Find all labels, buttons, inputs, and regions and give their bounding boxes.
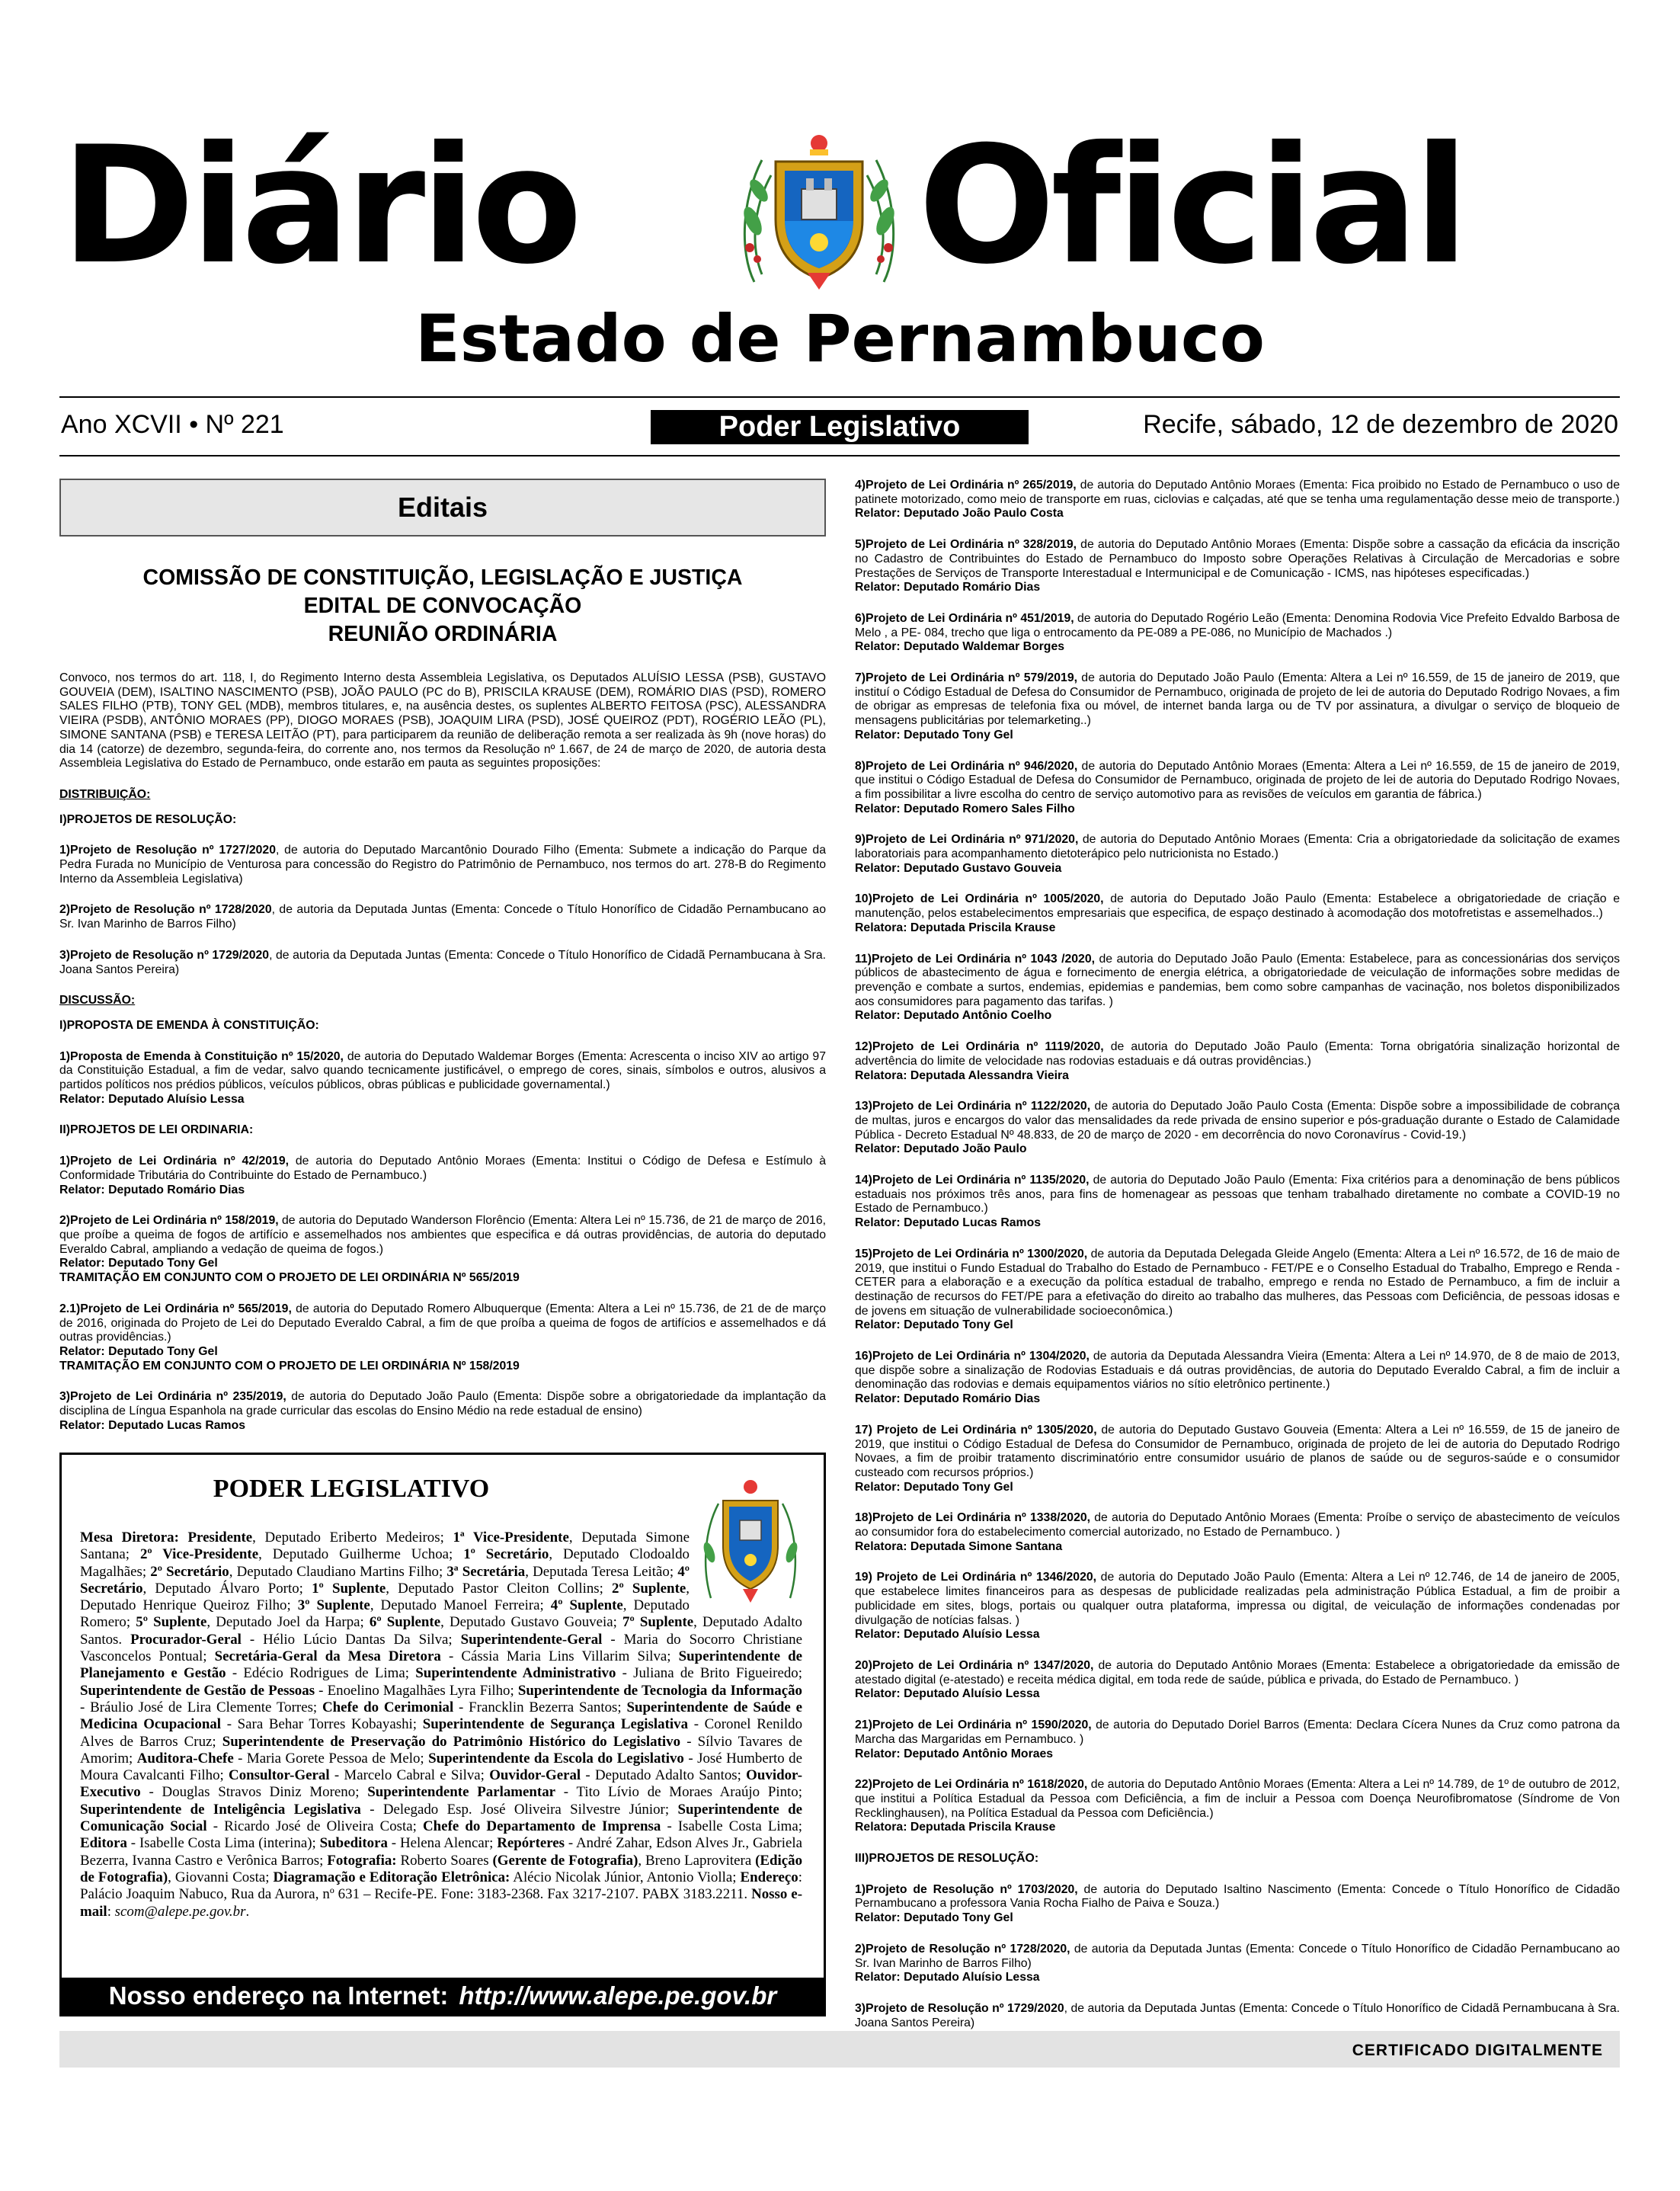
list-item: 13)Projeto de Lei Ordinária nº 1122/2020, de autoria do Deputado João Paulo Costa (Ementa: Dispõe sobre a impossibilidade de cobrança de multas, juros e encargos do valor das mensalidades da rede privada de ensino superior e pós-graduação durante o Estado de Calamidade Pública - Decreto Estadual Nº 48.833, de 20 de março de 2020 - em decorrência do novo Coronavírus - Covid-19.) Relator: Deputado João Paulo bbox=[855, 1100, 1620, 1156]
notice-type: EDITAL DE CONVOCAÇÃO bbox=[303, 594, 582, 618]
list-item: 19) Projeto de Lei Ordinária nº 1346/2020, de autoria do Deputado João Paulo (Ementa: Altera a Lei nº 12.746, de 14 de janeiro de 2005, que estabelece limites financeiros para as despesas de publicidade realizadas pela administração Pública Estadual, a fim de proibir a publicidade em sites, blogs, portais ou qualquer outra plataforma, impressa ou digital, de veiculação de informações condenadas por divulgação de notícias falsas. ) Relator: Deputado Aluísio Lessa bbox=[855, 1571, 1620, 1642]
header-rule-bottom bbox=[59, 455, 1620, 456]
list-item: 12)Projeto de Lei Ordinária nº 1119/2020, de autoria do Deputado João Paulo (Ementa: Torna obrigatória sinalização horizontal de advertência do limite de velocidade nas rodovias estaduais e dá outras providências.) Relatora: Deputada Alessandra Vieira bbox=[855, 1040, 1620, 1082]
list-item: 21)Projeto de Lei Ordinária nº 1590/2020, de autoria do Deputado Doriel Barros (Ementa: Declara Cícera Nunes da Cruz como patrona da Marcha das Margaridas em Pernambuco. ) Relator: Deputado Antônio Moraes bbox=[855, 1719, 1620, 1760]
distribution-subheading: I)PROJETOS DE RESOLUÇÃO: bbox=[59, 812, 237, 826]
edition-number: Ano XCVII • Nº 221 bbox=[61, 410, 284, 439]
masthead-subtitle: Estado de Pernambuco bbox=[415, 301, 1265, 377]
list-item: 14)Projeto de Lei Ordinária nº 1135/2020, de autoria do Deputado João Paulo (Ementa: Fixa critérios para a denominação de bens públicos estaduais nos próximos três anos, para fins de homenagear as pessoas que tenham trabalhado diretamente no combate a COVID-19 no Estado de Pernambuco.) Relator: Deputado Lucas Ramos bbox=[855, 1174, 1620, 1230]
meeting-type: REUNIÃO ORDINÁRIA bbox=[328, 622, 558, 646]
list-item: 1)Projeto de Resolução nº 1703/2020, de autoria do Deputado Isaltino Nascimento (Ementa: Concede o Título Honorífico de Cidadão Pernambucano a professora Vania Rocha Fialho de Paiva e Souza.) Relator: Deputado Tony Gel bbox=[855, 1882, 1620, 1925]
list-item: 2)Projeto de Lei Ordinária nº 158/2019, de autoria do Deputado Wanderson Florêncio (Ementa: Altera Lei nº 15.736, de 21 de março de 2016, que proíbe a queima de fogos de artifício e assemelhados nos ambientes que especifica e dá outras providências, de autoria do deputado Everaldo Cabral, ampliando a vedação de queima de fogos.) Relator: Deputado Tony Gel TRAMITAÇÃO EM CONJUNTO COM O PROJETO DE LEI ORDINÁRIA Nº 565/2019 bbox=[59, 1214, 826, 1285]
discussion-heading: DISCUSSÃO: bbox=[59, 994, 136, 1007]
list-item: 10)Projeto de Lei Ordinária nº 1005/2020, de autoria do Deputado João Paulo (Ementa: Estabelece a obrigatoriedade de criação e manutenção, pelos estabelecimentos empresariais que especifica, de espaço destinado à acomodação dos motofretistas e assemelhados..) Relatora: Deputada Priscila Krause bbox=[855, 892, 1620, 934]
list-item: 1)Proposta de Emenda à Constituição nº 15/2020, de autoria do Deputado Waldemar Borges (Ementa: Acrescenta o inciso XIV ao artigo 97 da Constituição Estadual, a fim de vedar, salvo quando tecnicamente justificável, o emprego de cores, sinais, símbolos e outros, alusivos a partidos políticos nos prédios públicos, veículos públicos, obras públicas e publicidade governamental.) Relator: Deputado Aluísio Lessa bbox=[59, 1049, 826, 1106]
list-item: 2)Projeto de Resolução nº 1728/2020, de autoria da Deputada Juntas (Ementa: Concede o Título Honorífico de Cidadão Pernambucano ao Sr. Ivan Marinho de Barros Filho) Relator: Deputado Aluísio Lessa bbox=[855, 1942, 1620, 1984]
list-item: 8)Projeto de Lei Ordinária nº 946/2020, de autoria do Deputado Antônio Moraes (Ementa: Altera a Lei nº 16.559, de 15 de janeiro de 2019, que institui o Código Estadual de Defesa do Consumidor de Pernambuco, originada de projeto de lei de autoria do Deputado Rodrigo Novaes, a fim possibilitar a livre escolha do centro de serviço automotivo para as revisões de veículos em garantia de fábrica.) Relator: Deputado Romero Sales Filho bbox=[855, 759, 1621, 815]
list-item: 15)Projeto de Lei Ordinária nº 1300/2020, de autoria da Deputada Delegada Gleide Angelo (Ementa: Altera a Lei nº 16.572, de 16 de maio de 2019, que institui o Fundo Estadual do Trabalho do Estado de Pernambuco - FET/PE e o Conselho Estadual do Trabalho, Emprego e Renda - CETER para a elaboração e a execução da política estadual de trabalho, emprego e renda no Estado de Pernambuco, a fim de incluir a destinação de recursos do FET/PE para a efetivação do direito ao trabalho das mulheres, das Pessoas com Deficiência, de pessoas idosas e de jovens em situação de vulnerabilidade socioeconômica.) Relator: Deputado Tony Gel bbox=[855, 1247, 1620, 1332]
header-rule-top bbox=[59, 396, 1620, 398]
list-item: 9)Projeto de Lei Ordinária nº 971/2020, de autoria do Deputado Antônio Moraes (Ementa: Cria a obrigatoriedade da solicitação de exames laboratoriais para acompanhamento dietoterápico pelo nutricionista no Estado.) Relator: Deputado Gustavo Gouveia bbox=[855, 833, 1620, 875]
list-item: 1)Projeto de Resolução nº 1727/2020, de autoria do Deputado Marcantônio Dourado Filho (Ementa: Submete a indicação do Parque da Pedra Furada no Município de Venturosa para concessão do Registro do Patrimônio de Pernambuco, nos termos do art. 278-B do Regimento Interno da Assembleia Legislativa) bbox=[59, 844, 826, 886]
website-link[interactable]: http://www.alepe.pe.gov.br bbox=[459, 1981, 777, 2010]
discussion-subheading: I)PROPOSTA DE EMENDA À CONSTITUIÇÃO: bbox=[59, 1018, 319, 1032]
list-item: 18)Projeto de Lei Ordinária nº 1338/2020, de autoria do Deputado Antônio Moraes (Ementa: Proíbe o serviço de abastecimento de veículos ao consumidor fora do estabelecimento comercial autorizado, no Estado de Pernambuco. ) Relatora: Deputada Simone Santana bbox=[855, 1511, 1620, 1553]
distribution-heading: DISTRIBUIÇÃO: bbox=[59, 787, 151, 801]
legislative-board-text: Mesa Diretora: Presidente, Deputado Eriberto Medeiros; 1ª Vice-Presidente, Deputada Simone Santana; 2º Vice-Presidente, Deputado Guilherme Uchoa; 1º Secretário, Deputado Clodoaldo Magalhães; 2º Secretário, Deputado Claudiano Martins Filho; 3ª Secretária, Deputada Teresa Leitão; 4º Secretário, Deputado Álvaro Porto; 1º Suplente, Deputado Pastor Cleiton Collins; 2º Suplente, Deputado Henrique Queiroz Filho; 3º Suplente, Deputado Manoel Ferreira; 4º Suplente, Deputado Romero; 5º Suplente, Deputado Joel da Harpa; 6º Suplente, Deputado Gustavo Gouveia; 7º Suplente, Deputado Adalto Santos. Procurador-Geral - Hélio Lúcio Dantas Da Silva; Superintendente-Geral - Maria do Socorro Christiane Vasconcelos Pontual; Secretária-Geral da Mesa Diretora - Cássia Maria Lins Villarim Silva; Superintendente de Planejamento e Gestão - Edécio Rodrigues de Lima; Superintendente Administrativo - Juliana de Brito Figueiredo; Superintendente de Gestão de Pessoas - Enoelino Magalhães Lyra Filho; Superintendente de Tecnologia da Informação - Bráulio José de Lira Clemente Torres; Chefe do Cerimonial - Francklin Bezerra Santos; Superintendente de Saúde e Medicina Ocupacional - Sara Behar Torres Kobayashi; Superintendente de Segurança Legislativa - Coronel Renildo Alves de Barros Cruz; Superintendente de Preservação do Patrimônio Histórico do Legislativo - Sílvio Tavares de Amorim; Auditora-Chefe - Maria Gorete Pessoa de Melo; Superintendente da Escola do Legislativo - José Humberto de Moura Cavalcanti Filho; Consultor-Geral - Marcelo Cabral e Silva; Ouvidor-Geral - Deputado Adalto Santos; Ouvidor-Executivo - Douglas Stravos Diniz Moreno; Superintendente Parlamentar - Tito Lívio de Moraes Araújo Pinto; Superintendente de Inteligência Legislativa - Delegado Esp. José Oliveira Silvestre Júnior; Superintendente de Comunicação Social - Ricardo José de Oliveira Costa; Chefe do Departamento de Imprensa - Isabelle Costa Lima; Editora - Isabelle Costa Lima (interina); Subeditora - Helena Alencar; Repórteres - André Zahar, Edson Alves Jr., Gabriela Bezerra, Ivanna Castro e Verônica Barros; Fotografia: Roberto Soares (Gerente de Fotografia), Breno Laprovitera (Edição de Fotografia), Giovanni Costa; Diagramação e Editoração Eletrônica: Alécio Nicolak Júnior, Antonio Violla; Endereço: Palácio Joaquim Nabuco, Rua da Aurora, nº 631 – Recife-PE. Fone: 3183-2368. Fax 3217-2107. PABX 3183.2211. Nosso e-mail: scom@alepe.pe.gov.br. bbox=[80, 1530, 802, 1920]
list-item: 1)Projeto de Lei Ordinária nº 42/2019, de autoria do Deputado Antônio Moraes (Ementa: Institui o Código de Defesa e Estímulo à Conformidade Tributária do Contribuinte do Estado de Pernambuco.) Relator: Deputado Romário Dias bbox=[59, 1155, 827, 1196]
list-item: 5)Projeto de Lei Ordinária nº 328/2019, de autoria do Deputado Antônio Moraes (Ementa: Dispõe sobre a cassação da eficácia da inscrição no Cadastro de Contribuintes do Estado de Pernambuco do Imposto sobre Operações Relativas à Circulação de Mercadorias e sobre Prestações de Serviços de Transporte Interestadual e Intermunicipal e de Comunicação - ICMS, nas hipóteses especificadas.) Relator: Deputado Romário Dias bbox=[855, 538, 1621, 594]
legislative-board-box bbox=[59, 1453, 826, 2016]
list-item: 11)Projeto de Lei Ordinária nº 1043 /2020, de autoria do Deputado João Paulo (Ementa: Estabelece, para as concessionárias dos serviços públicos de abastecimento de água e fornecimento de energia elétrica, a obrigatoriedade de veiculação de informações sobre medidas de prevenção e combate a surtos, endemias, epidemias e pandemias, bem como sobre campanhas de vacinação, nos boletos disponibilizados aos consumidores para pagamento das tarifas. ) Relator: Deputado Antônio Coelho bbox=[855, 952, 1620, 1023]
list-item: 2.1)Projeto de Lei Ordinária nº 565/2019, de autoria do Deputado Romero Albuquerque (Ementa: Altera a Lei nº 15.736, de 21 de de março de 2016, originada do Projeto de Lei do Deputado Everaldo Cabral, a fim de que proíba a queima de fogos de artifícios e assemelhados e dá outras providências.) Relator: Deputado Tony Gel TRAMITAÇÃO EM CONJUNTO COM O PROJETO DE LEI ORDINÁRIA Nº 158/2019 bbox=[59, 1302, 826, 1373]
list-item: 3)Projeto de Resolução nº 1729/2020, de autoria da Deputada Juntas (Ementa: Concede o Título Honorífico de Cidadã Pernambucana à Sra. Joana Santos Pereira) bbox=[59, 948, 826, 976]
list-item: 3)Projeto de Resolução nº 1729/2020, de autoria da Deputada Juntas (Ementa: Concede o Título Honorífico de Cidadã Pernambucana à Sra. Joana Santos Pereira) bbox=[855, 2001, 1620, 2029]
edition-info-line bbox=[59, 402, 1620, 448]
masthead-title-right: Oficial bbox=[918, 111, 1465, 300]
ordinary-bills-subheading: II)PROJETOS DE LEI ORDINARIA: bbox=[59, 1123, 254, 1137]
masthead-title-left: Diário bbox=[61, 111, 578, 300]
list-item: 17) Projeto de Lei Ordinária nº 1305/2020, de autoria do Deputado Gustavo Gouveia (Ementa: Altera a Lei nº 16.559, de 15 de janeiro de 2019, que institui o Código Estadual de Defesa do Consumidor de Pernambuco, originada de projeto de lei de autoria do Deputado Rodrigo Novaes, a fim de proibir tratamento discriminatório entre consumidor usuário de planos de saúde ou de seguros-saúde e o consumidor custeado com recursos próprios.) Relator: Deputado Tony Gel bbox=[855, 1423, 1621, 1494]
list-item: 16)Projeto de Lei Ordinária nº 1304/2020, de autoria da Deputada Alessandra Vieira (Ementa: Altera a Lei nº 14.970, de 8 de maio de 2013, que dispõe sobre a sinalização de Rodovias Estaduais e dá outras providências, de autoria do Deputado Everaldo Cabral, a fim de incluir a denominação das rodovias e demais equipamentos viários no sítio eletrônico pertinente.) Relator: Deputado Romário Dias bbox=[855, 1350, 1620, 1406]
alepe-crest-icon bbox=[700, 1476, 801, 1606]
edition-date: Recife, sábado, 12 de dezembro de 2020 bbox=[1143, 410, 1618, 439]
certification-bar bbox=[59, 2031, 1620, 2068]
website-banner bbox=[62, 1978, 824, 2014]
left-column bbox=[59, 479, 826, 1449]
list-item: 2)Projeto de Resolução nº 1728/2020, de autoria da Deputada Juntas (Ementa: Concede o Título Honorífico de Cidadão Pernambucano ao Sr. Ivan Marinho de Barros Filho) bbox=[59, 903, 826, 931]
committee-heading bbox=[59, 564, 826, 649]
list-item: 7)Projeto de Lei Ordinária nº 579/2019, de autoria do Deputado João Paulo (Ementa: Altera a Lei nº 16.559, de 15 de janeiro de 2019, que instituí o Código Estadual de Defesa do Consumidor de Pernambuco, originada de projeto de lei de autoria do Deputado Rodrigo Novaes, a fim de obrigar as empresas de telefonia fixa ou móvel, de internet banda larga ou de TV por assinatura, a divulgar o serviço de bloqueio de mensagens publicitárias por telemarketing..) Relator: Deputado Tony Gel bbox=[855, 671, 1621, 742]
list-item: 6)Projeto de Lei Ordinária nº 451/2019, de autoria do Deputado Rogério Leão (Ementa: Denomina Rodovia Vice Prefeito Edvaldo Barbosa de Melo , a PE- 084, trecho que liga o entrocamento da PE-089 a PE-086, no Município de Machados .) Relator: Deputado Waldemar Borges bbox=[855, 611, 1620, 654]
pernambuco-coat-of-arms-icon bbox=[731, 130, 907, 290]
list-item: 22)Projeto de Lei Ordinária nº 1618/2020, de autoria do Deputado Antônio Moraes (Ementa: Altera a Lei nº 14.789, de 1º de outubro de 2012, que institui a Política Estadual da Pessoa com Deficiência, a fim de incluir a Pessoa com Doença Neurofibromatose (Síndrome de Von Recklinghausen), na Política Estadual da Pessoa com Deficiência.) Relatora: Deputada Priscila Krause bbox=[855, 1778, 1620, 1834]
list-item: 20)Projeto de Lei Ordinária nº 1347/2020, de autoria do Deputado Antônio Moraes (Ementa: Estabelece a obrigatoriedade da emissão de atestado digital (e-atestado) e receita médica digital, em toda rede de saúde, pública e privada, do Estado de Pernambuco. ) Relator: Deputado Aluísio Lessa bbox=[855, 1659, 1620, 1701]
resolutions-subheading: III)PROJETOS DE RESOLUÇÃO: bbox=[855, 1852, 1039, 1866]
list-item: 4)Projeto de Lei Ordinária nº 265/2019, de autoria do Deputado Antônio Moraes (Ementa: Fica proibido no Estado de Pernambuco o uso de patinete motorizado, como meio de transporte em ruas, ciclovias e calçadas, até que se tenha uma regulamentação desse meio de transporte.) Relator: Deputado João Paulo Costa bbox=[855, 479, 1620, 521]
committee-name: COMISSÃO DE CONSTITUIÇÃO, LEGISLAÇÃO E JUSTIÇA bbox=[142, 565, 743, 590]
right-column bbox=[855, 479, 1620, 2047]
website-label: Nosso endereço na Internet: bbox=[108, 1981, 449, 2010]
legislative-board-title: PODER LEGISLATIVO bbox=[213, 1475, 490, 1503]
section-banner: Poder Legislativo bbox=[651, 410, 1029, 444]
list-item: 3)Projeto de Lei Ordinária nº 235/2019, de autoria do Deputado João Paulo (Ementa: Dispõe sobre a obrigatoriedade da implantação da disciplina de Língua Espanhola na grade curricular das escolas do Ensino Médio na rede estadual de ensino) Relator: Deputado Lucas Ramos bbox=[59, 1390, 826, 1432]
digital-certificate-label: CERTIFICADO DIGITALMENTE bbox=[1352, 2042, 1603, 2059]
intro-paragraph: Convoco, nos termos do art. 118, I, do Regimento Interno desta Assembleia Legislativa, os Deputados ALUÍSIO LESSA (PSB), GUSTAVO GOUVEIA (DEM), ISALTINO NASCIMENTO (PSB), JOÃO PAULO (PC do B), PRISCILA KRAUSE (DEM), ROMÁRIO DIAS (PSD), ROMERO SALES FILHO (PTB), TONY GEL (MDB), membros titulares, e, na ausência destes, os suplentes ALBERTO FEITOSA (PSC), ALESSANDRA VIEIRA (PSDB), ANTÔNIO MORAES (PP), DIOGO MORAES (PSB), JOAQUIM LIRA (PSD), JOSÉ QUEIROZ (PDT), ROGÉRIO LEÃO (PL), SIMONE SANTANA (PSB) e TERESA LEITÃO (PT), para participarem da reunião de deliberação remota a ser realizada às 9h (nove horas) do dia 14 (catorze) de dezembro, segunda-feira, do corrente ano, nos termos da Resolução nº 1.667, de 24 de março de 2020, de autoria desta Assembleia Legislativa do Estado de Pernambuco, onde estarão em pauta as seguintes proposições: bbox=[59, 671, 826, 770]
section-title: Editais bbox=[59, 479, 826, 537]
